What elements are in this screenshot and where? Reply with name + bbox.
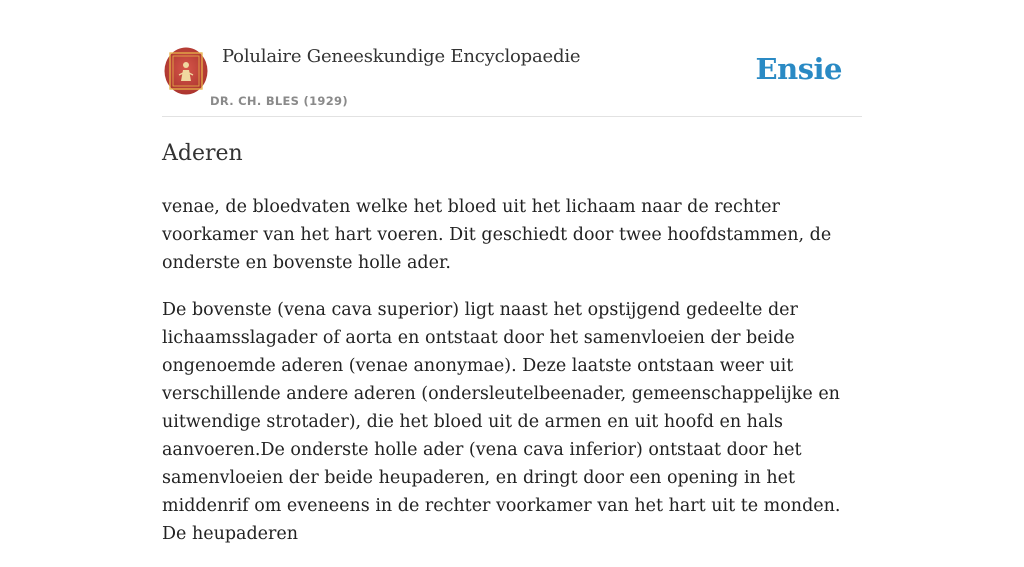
header <box>162 0 862 117</box>
article-paragraph: De bovenste (vena cava superior) ligt naast het opstijgend gedeelte der lichaamsslagader of aorta en ontstaat door het samenvloeien der beide ongenoemde aderen (venae anonymae). Deze laatste ontstaan weer uit verschillende andere aderen (ondersleutelbeenader, gemeenschappelijke en uitwendige strotader), die het bloed uit de armen en uit hoofd en hals aanvoeren.De onderste holle ader (vena cava inferior) ontstaat door het samenvloeien der beide heupaderen, en dringt door een opening in het middenrif om eveneens in de rechter voorkamer van het hart uit te monden. De heupaderen <box>162 300 841 544</box>
book-author[interactable]: DR. CH. BLES (1929) <box>210 94 348 108</box>
article-title: Aderen <box>162 141 243 166</box>
ensie-brand-link[interactable]: Ensie <box>755 52 842 86</box>
book-title[interactable]: Polulaire Geneeskundige Encyclopaedie <box>222 46 581 67</box>
article-body <box>162 193 862 567</box>
article-paragraph: venae, de bloedvaten welke het bloed uit het lichaam naar de rechter voorkamer van het hart voeren. Dit geschiedt door twee hoofdstammen, de onderste en bovenste holle ader. <box>162 197 832 273</box>
encyclopedia-logo-icon[interactable] <box>164 47 208 95</box>
